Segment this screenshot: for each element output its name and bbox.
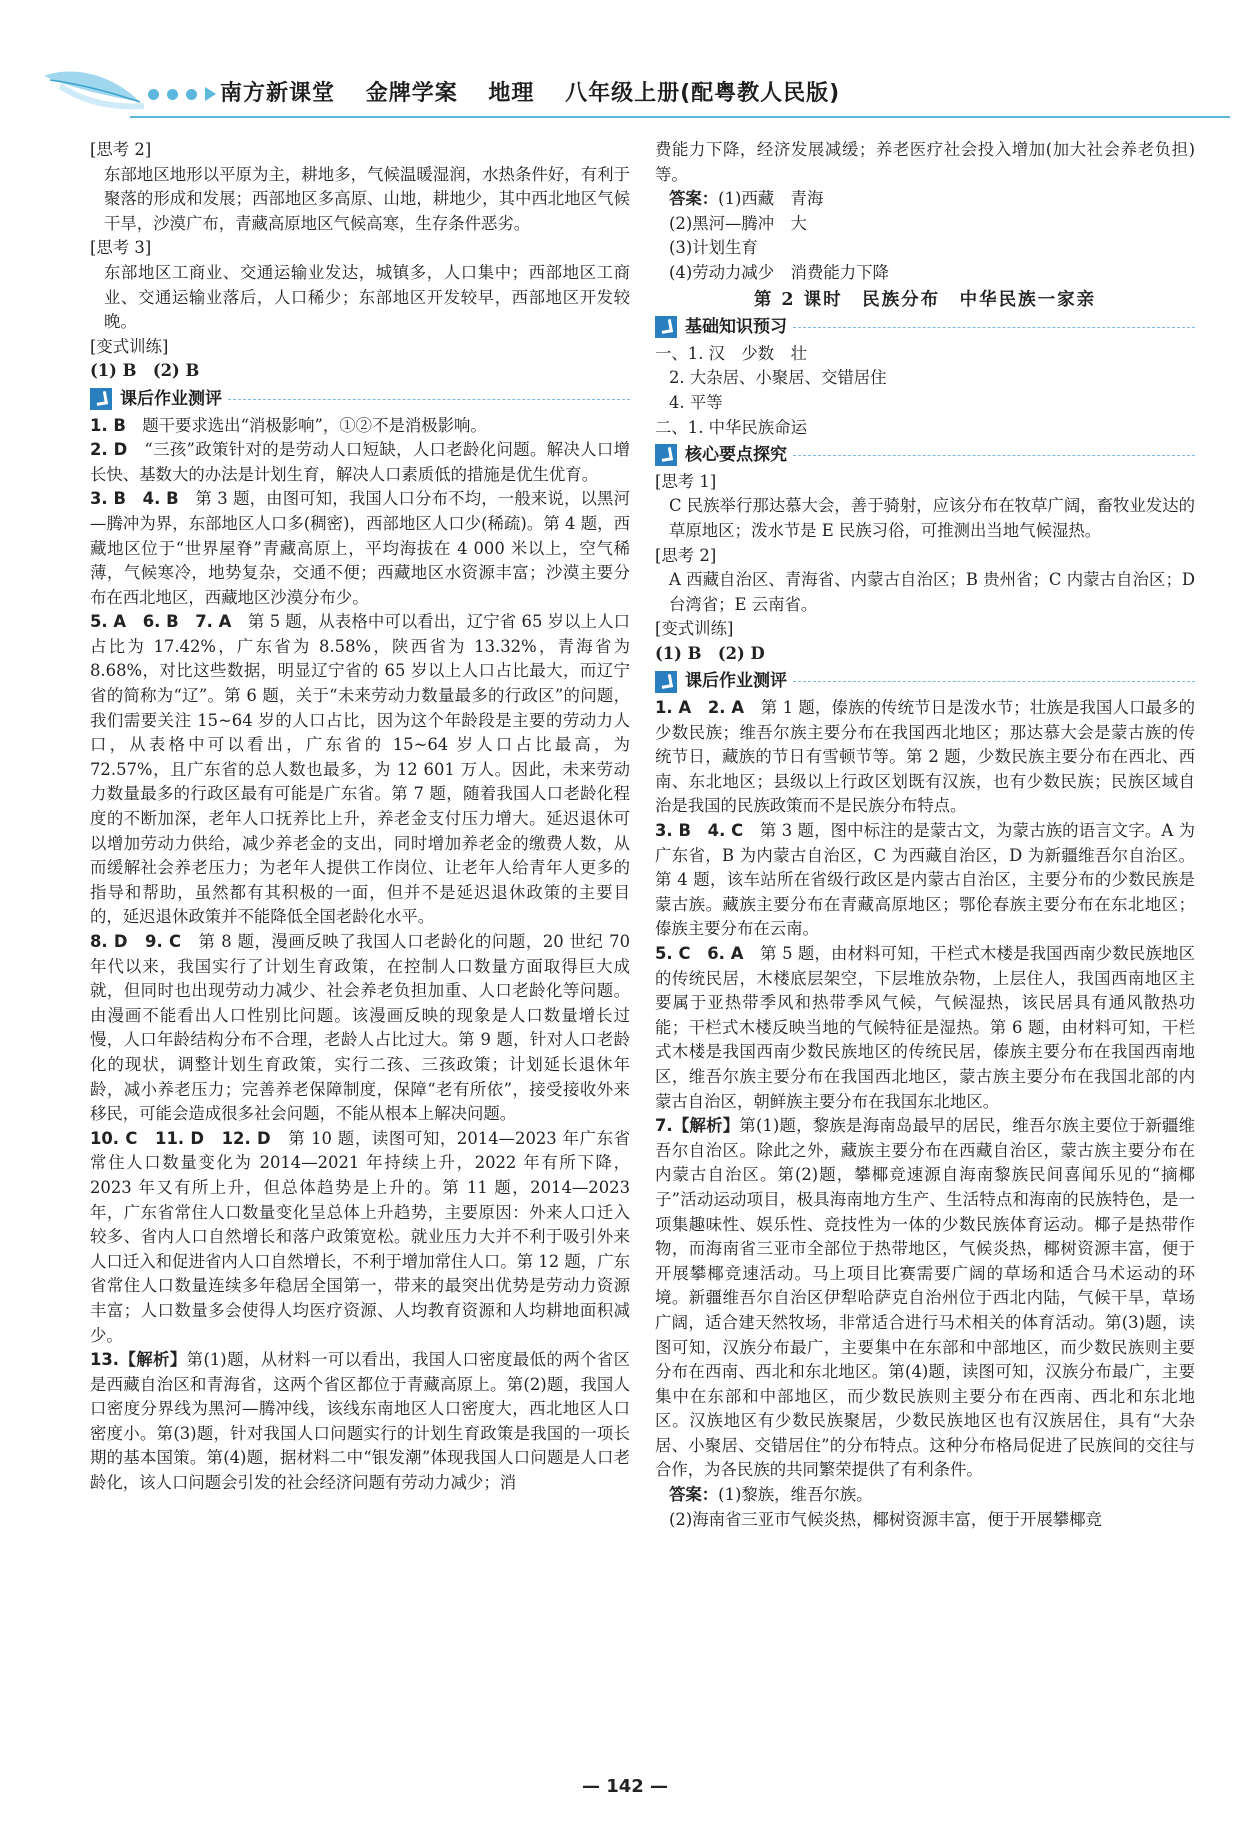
variant-text: (1) B (2) B [90,361,200,381]
think2-text: 东部地区地形以平原为主，耕地多，气候温暖湿润，水热条件好，有利于聚落的形成和发展；西部地区多高原、山地，耕地少，其中西北地区气候干旱，沙漠广布，青藏高原地区气候高寒，生存条件恶劣。 [104,164,630,233]
header-brand: 南方新课堂 [220,81,336,106]
think3-label: [思考 3] [90,238,152,258]
list-item: 1. B 题干要求选出“消极影响”，①②不是消极影响。 [90,415,487,435]
answer-line: (4)劳动力减少 消费能力下降 [669,262,889,282]
feather-logo-icon [40,62,150,122]
header-edition: 八年级上册(配粤教人民版) [565,81,841,106]
header-series: 金牌学案 [365,81,458,106]
section-divider [793,681,1195,682]
explore-title: 核心要点探究 [685,445,787,466]
section-divider [228,399,630,400]
explore-section-header [655,443,1195,468]
homework-title: 课后作业测评 [120,388,222,409]
homework-section-header [655,669,1195,694]
continued-text: 费能力下降，经济发展减缓；养老医疗社会投入增加(加大社会养老负担)等。 [655,140,1195,184]
list-item: 5. C 6. A 第 5 题，由材料可知，干栏式木楼是我国西南少数民族地区的传统民居，木楼底层架空，下层堆放杂物，上层住人，我国西南地区主要属于亚热带季风和热带季风气候，气候湿热，该民居具有通风散热功能；干栏式木楼反映当地的气候特征是湿热。第 6 题，由材料可知，干栏式木楼是我国西南少数民族地区的传统民居，傣族主要分布在我国西南地区，维吾尔族主要分布在我国西北地区，蒙古族主要分布在我国北部的内蒙古自治区，朝鲜族主要分布在我国东北地区。 [655,944,1195,1111]
right-column [655,138,1195,1532]
dot-icon [186,89,197,100]
list-item: 10. C 11. D 12. D 第 10 题，读图可知，2014—2023 年广东省常住人口数量变化为 2014—2021 年持续上升，2022 年有所下降，2023 年又有所上升，但总体趋势是上升的。第 11 题，2014—2023 年，广东省常住人口数量变化呈总体上升趋势，主要原因：外来人口迁入较多、省内人口自然增长和落户政策宽松。就业压力大并不利于吸引外来人口迁入和促进省内人口自然增长，不利于增加常住人口。第 12 题，广东省常住人口数量连续多年稳居全国第一，带来的最突出优势是劳动力资源丰富；人口数量多会使得人均医疗资源、人均教育资源和人均耕地面积减少。 [90,1128,630,1345]
preview-line: 2. 大杂居、小聚居、交错居住 [669,368,887,388]
think2-label: [思考 2] [90,140,152,159]
section-check-icon [655,671,677,693]
preview-section-header [655,315,1195,340]
answer-line: (2)海南省三亚市气候炎热，椰树资源丰富，便于开展攀椰竞 [669,1509,1102,1529]
answer-block: 答案：(1)黎族，维吾尔族。 [669,1485,873,1505]
preview-title: 基础知识预习 [685,317,787,338]
answer-line: (3)计划生育 [669,238,758,258]
answer-block: 答案：(1)西藏 青海 [669,189,824,209]
section-check-icon [90,388,112,410]
lesson-title: 第 2 课时 民族分布 中华民族一家亲 [753,289,1097,310]
section-check-icon [655,316,677,338]
header-subject: 地理 [488,81,535,106]
page-header [40,62,1230,122]
page-number: — 142 — [581,1776,669,1797]
list-item: 13.【解析】第(1)题，从材料一可以看出，我国人口密度最低的两个省区是西藏自治区和青海省，这两个省区都位于青藏高原上。第(2)题，我国人口密度分界线为黑河—腾冲线，该线东南地区人口密度大，西北地区人口密度小。第(3)题，针对我国人口问题实行的计划生育政策是我国的一项长期的基本国策。第(4)题，据材料二中“银发潮”体现我国人口问题是人口老龄化，该人口问题会引发的社会经济问题有劳动力减少；消 [90,1350,630,1493]
preview-line: 4. 平等 [669,392,723,412]
list-item: 1. A 2. A 第 1 题，傣族的传统节日是泼水节；壮族是我国人口最多的少数民族；维吾尔族主要分布在我国西北地区；那达慕大会是蒙古族的传统节日，藏族的节日有雪顿节等。第 2 题，少数民族主要分布在西北、西南、东北地区；县级以上行政区划既有汉族，也有少数民族；民族区域自治是我国的民族政策而不是民族分布特点。 [655,698,1196,816]
think1-label: [思考 1] [655,471,717,491]
homework-title: 课后作业测评 [685,671,787,692]
answer-line: (2)黑河—腾冲 大 [669,213,807,233]
list-item: 7.【解析】第(1)题，黎族是海南岛最早的居民，维吾尔族主要位于新疆维吾尔自治区。除此之外，藏族主要分布在西藏自治区，蒙古族主要分布在内蒙古自治区。第(2)题，攀椰竞速源自海南黎族民间喜闻乐见的“摘椰子”活动运动项目，极具海南地方生产、生活特点和海南的民族特色，是一项集趣味性、娱乐性、竞技性为一体的少数民族体育运动。椰子是热带作物，而海南省三亚市全部位于热带地区，气候炎热，椰树资源丰富，便于开展攀椰竞速活动。马上项目比赛需要广阔的草场和适合马术运动的环境。新疆维吾尔自治区伊犁哈萨克自治州位于西北内陆，气候干旱，草场广阔，适合建天然牧场，非常适合进行马术相关的体育活动。第(3)题，读图可知，汉族分布最广，主要集中在东部和中部地区，而少数民族则主要分布在西南、西北和东北地区。第(4)题，读图可知，汉族分布最广，主要集中在东部和中部地区，而少数民族则主要分布在西南、西北和东北地区。汉族地区有少数民族聚居，少数民族地区也有汉族居住，具有“大杂居、小聚居、交错居住”的分布特点。这种分布格局促进了民族间的交往与合作，为各民族的共同繁荣提供了有利条件。 [655,1116,1195,1480]
header-title [220,76,862,107]
dot-icon [167,89,178,100]
section-divider [793,327,1195,328]
preview-line: 一、1. 汉 少数 壮 [655,343,807,363]
list-item: 8. D 9. C 第 8 题，漫画反映了我国人口老龄化的问题，20 世纪 70 年代以来，我国实行了计划生育政策，在控制人口数量方面取得巨大成就，但同时也出现劳动力减少、社会养老负担加重、人口老龄化等问题。由漫画不能看出人口性别比问题。该漫画反映的现象是人口数量增长过慢，人口年龄结构分布不合理，老龄人占比过大。第 9 题，针对人口老龄化的现状，调整计划生育政策，实行二孩、三孩政策；计划延长退休年龄，减小养老压力；完善养老保障制度，保障“老有所依”，接受接收外来移民，可能会造成很多社会问题，不能从根本上解决问题。 [90,932,631,1124]
list-item: 3. B 4. C 第 3 题，图中标注的是蒙古文，为蒙古族的语言文字。A 为广东省，B 为内蒙古自治区，C 为西藏自治区，D 为新疆维吾尔自治区。第 4 题，该车站所在省级行政区是内蒙古自治区，主要分布的少数民族是蒙古族。藏族主要分布在青藏高原地区；鄂伦春族主要分布在东北地区；傣族主要分布在云南。 [655,821,1195,939]
think1-text: C 民族举行那达慕大会，善于骑射，应该分布在牧草广阔，畜牧业发达的草原地区；泼水节是 E 民族习俗，可推测出当地气候湿热。 [669,496,1195,540]
homework-section-header [90,387,630,412]
left-column [90,138,630,1496]
think2-text: A 西藏自治区、青海省、内蒙古自治区；B 贵州省；C 内蒙古自治区；D 台湾省；E 云南省。 [669,570,1195,614]
list-item: 2. D “三孩”政策针对的是劳动人口短缺，人口老龄化问题。解决人口增长快、基数大的办法是计划生育，解决人口素质低的措施是优生优育。 [90,440,630,484]
list-item: 5. A 6. B 7. A 第 5 题，从表格中可以看出，辽宁省 65 岁以上人口占比为 17.42%，广东省为 8.58%，陕西省为 13.32%，青海省为 8.68%，对比这些数据，明显辽宁省的 65 岁以上人口占比最大，而辽宁省的简称为“辽”。第 6 题，关于“未来劳动力数量最多的行政区”的问题，我们需要关注 15~64 岁的人口占比，因为这个年龄段是主要的劳动力人口，从表格中可以看出，广东省的 15~64 岁人口占比最高，为 72.57%，且广东省的总人数也最多，为 12 601 万人。因此，未来劳动力数量最多的行政区最有可能是广东省。第 7 题，随着我国人口老龄化程度的不断加深，老年人口抚养比上升，养老金支付压力增大。延迟退休可以增加劳动力供给，减少养老金的支出，同时增加养老金的缴费人数，从而缓解社会养老压力；为老年人提供工作岗位、让老年人给青年人更多的指导和帮助，虽然都有其积极的一面，但并不是延迟退休政策的主要目的，延迟退休政策并不能降低全国老龄化水平。 [90,612,630,927]
variant-text: (1) B (2) D [655,643,765,663]
section-check-icon [655,444,677,466]
variant-label: [变式训练] [90,336,169,356]
variant-label: [变式训练] [655,619,734,639]
header-dots [148,86,216,102]
list-item: 3. B 4. B 第 3 题，由图可知，我国人口分布不均，一般来说，以黑河—腾冲为界，东部地区人口多(稠密)，西部地区人口少(稀疏)。第 4 题，西藏地区位于“世界屋脊”青藏高原上，平均海拔在 4 000 米以上，空气稀薄，气候寒冷，地势复杂，交通不便；西藏地区水资源丰富；沙漠主要分布在西北地区，西藏地区沙漠分布少。 [90,489,630,607]
dot-icon [148,89,159,100]
header-rule [130,116,1230,118]
think3-text: 东部地区工商业、交通运输业发达，城镇多，人口集中；西部地区工商业、交通运输业落后，人口稀少；东部地区开发较早，西部地区开发较晚。 [104,262,630,332]
section-divider [793,455,1195,456]
preview-line: 二、1. 中华民族命运 [655,417,807,437]
think2-label: [思考 2] [655,545,717,565]
arrow-right-icon [205,87,216,101]
